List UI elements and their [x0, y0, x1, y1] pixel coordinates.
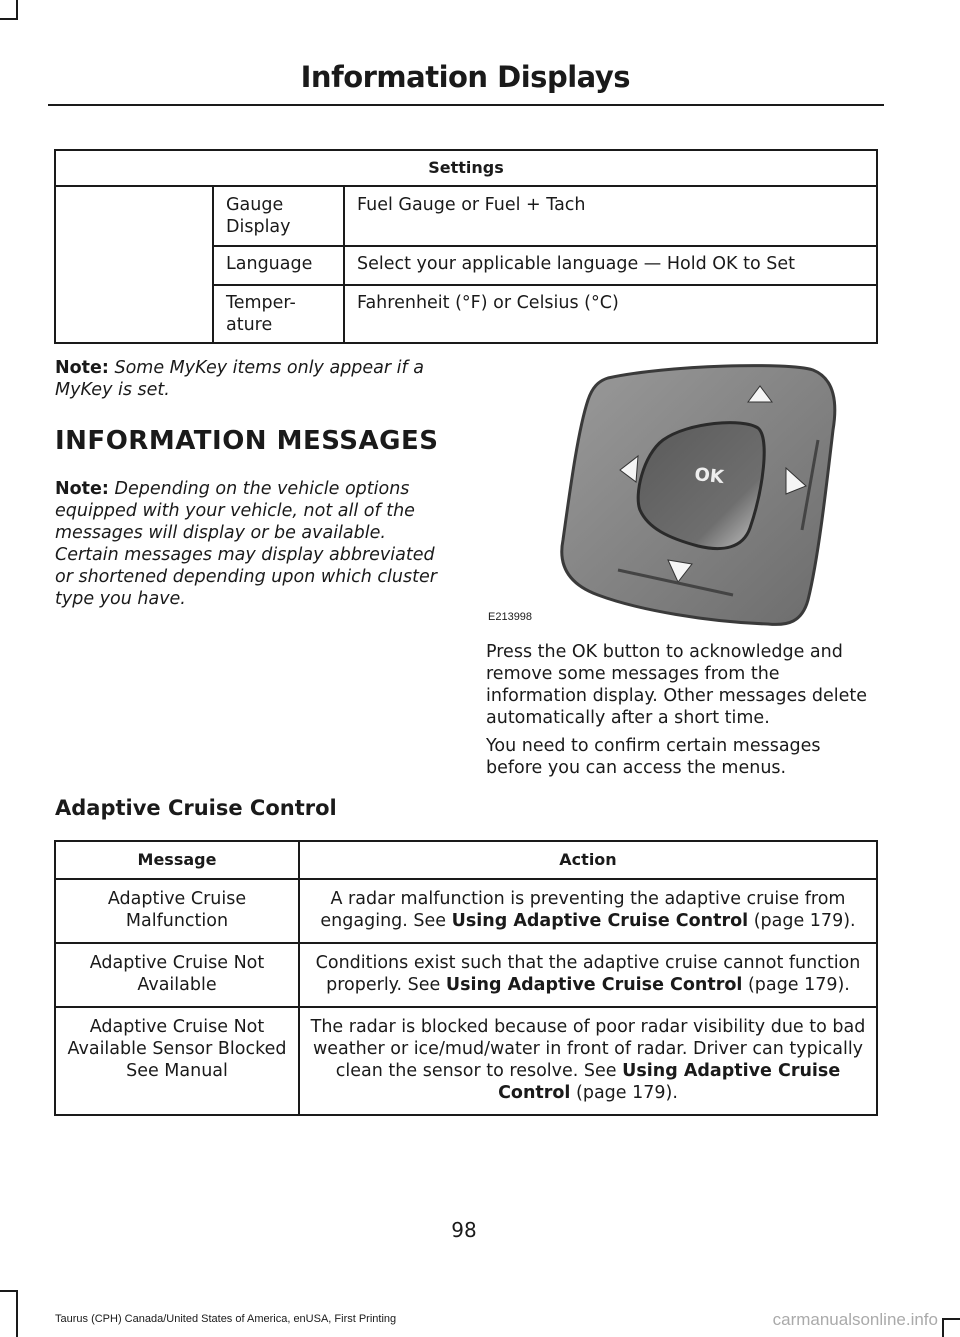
- settings-table-title: Settings: [55, 150, 877, 186]
- adaptive-cruise-heading: Adaptive Cruise Control: [55, 796, 337, 820]
- action-text: A radar malfunction is preventing the adaptive cruise from engaging. See: [320, 889, 846, 931]
- title-rule: [48, 104, 884, 106]
- crop-mark: [0, 1290, 18, 1292]
- note-options: [55, 478, 455, 610]
- empty-cell: [55, 186, 213, 343]
- setting-value: Fahrenheit (°F) or Celsius (°C): [344, 285, 877, 343]
- crop-mark: [16, 0, 18, 20]
- table-row: [55, 879, 877, 943]
- section-title: Information Displays: [300, 60, 630, 94]
- ok-label: OK: [693, 464, 725, 489]
- setting-value: Fuel Gauge or Fuel + Tach: [344, 186, 877, 246]
- crop-mark: [16, 1290, 18, 1337]
- table-header-row: [55, 841, 877, 879]
- action-cell: [299, 943, 877, 1007]
- cross-reference-link[interactable]: Using Adaptive Cruise Control: [498, 1061, 841, 1103]
- adaptive-cruise-table: [54, 840, 878, 1116]
- image-code: E213998: [488, 611, 533, 623]
- ok-button-pad-icon: [488, 360, 868, 630]
- page-reference: (page 179).: [753, 911, 856, 931]
- note-text: Some MyKey items only appear if a MyKey is set.: [55, 358, 424, 400]
- page-reference: (page 179).: [747, 975, 850, 995]
- watermark: carmanualsonline.info: [772, 1310, 938, 1329]
- crop-mark: [0, 18, 18, 20]
- setting-label: Temper-ature: [213, 285, 344, 343]
- cross-reference-link[interactable]: Using Adaptive Cruise Control: [451, 911, 749, 931]
- note-mykey: [55, 357, 455, 401]
- message-cell: Adaptive Cruise Not Available Sensor Blocked See Manual: [55, 1007, 299, 1115]
- action-text: The radar is blocked because of poor radar visibility due to bad weather or ice/mud/water in front of radar. Driver can typically clean the sensor to resolve. See: [310, 1017, 866, 1081]
- setting-label: Gauge Display: [213, 186, 344, 246]
- setting-value: Select your applicable language — Hold OK to Set: [344, 246, 877, 285]
- crop-mark: [942, 1318, 960, 1320]
- table-row: [55, 1007, 877, 1115]
- steering-control-illustration: [488, 360, 868, 630]
- settings-table: [54, 149, 878, 344]
- note-prefix: Note:: [55, 358, 109, 378]
- page-reference: (page 179).: [576, 1083, 678, 1103]
- paragraph-ok-press: Press the OK button to acknowledge and remove some messages from the information display. Other messages delete automatically after a short time.: [486, 642, 868, 728]
- column-header-message: Message: [55, 841, 299, 879]
- printing-info: Taurus (CPH) Canada/United States of America, enUSA, First Printing: [55, 1313, 397, 1325]
- table-row: [55, 943, 877, 1007]
- message-cell: Adaptive Cruise Not Available: [55, 943, 299, 1007]
- information-messages-heading: INFORMATION MESSAGES: [55, 426, 439, 456]
- page-number: 98: [451, 1218, 477, 1242]
- message-cell: Adaptive Cruise Malfunction: [55, 879, 299, 943]
- cross-reference-link[interactable]: Using Adaptive Cruise Control: [445, 975, 743, 995]
- action-cell: [299, 1007, 877, 1115]
- paragraph-confirm: You need to confirm certain messages before you can access the menus.: [486, 736, 821, 778]
- action-cell: [299, 879, 877, 943]
- column-header-action: Action: [299, 841, 877, 879]
- table-row: [55, 186, 877, 246]
- setting-label: Language: [213, 246, 344, 285]
- note-prefix: Note:: [55, 479, 109, 499]
- crop-mark: [942, 1318, 944, 1337]
- action-text: Conditions exist such that the adaptive cruise cannot function properly. See: [315, 953, 861, 995]
- note-text: Depending on the vehicle options equipped with your vehicle, not all of the messages will display or be available. Certain messages may display abbreviated or shortened depending upon which cluster type you have.: [55, 479, 437, 609]
